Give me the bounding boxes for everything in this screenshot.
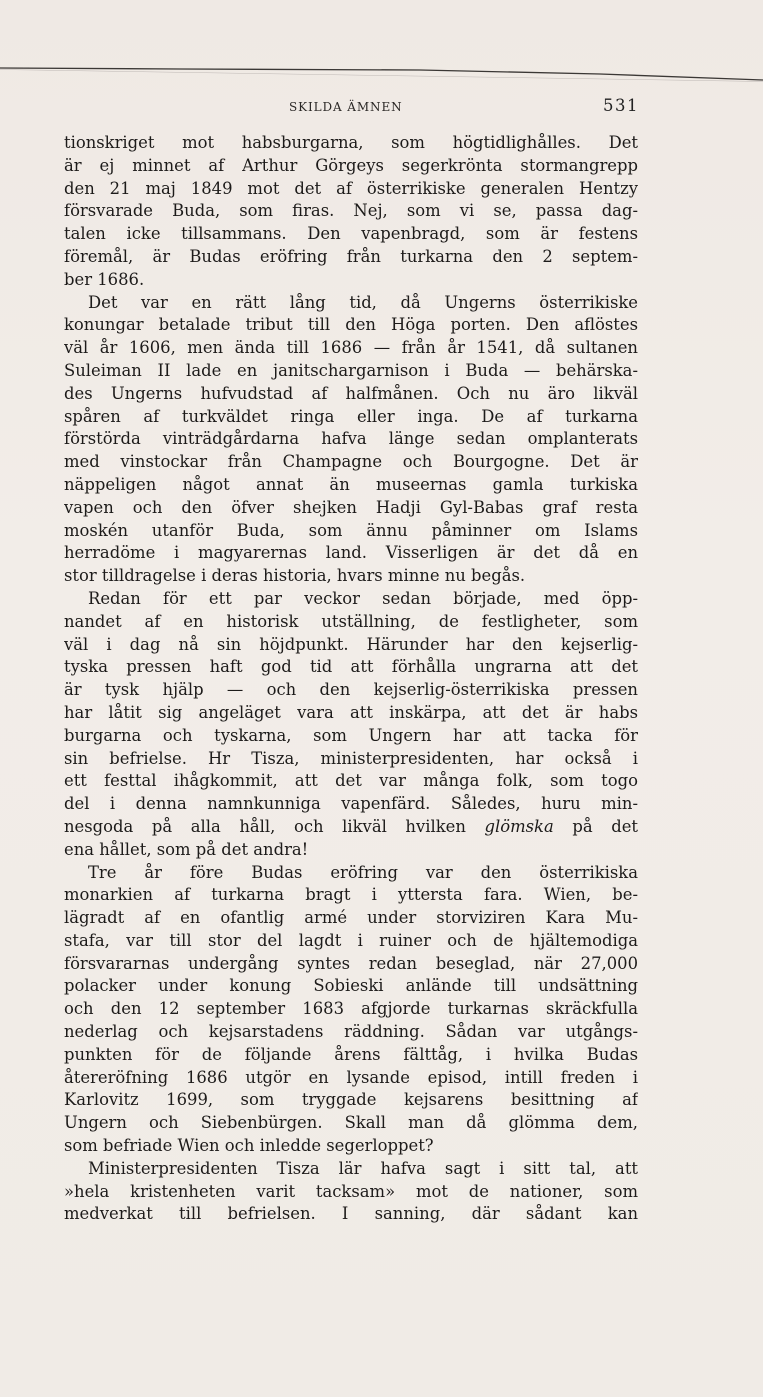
text-line: medverkat till befrielsen. I sanning, där sådant kan — [64, 1204, 638, 1224]
page-number: 531 — [603, 96, 639, 115]
text-line: återeröfning 1686 utgör en lysande episod, intill freden i — [64, 1067, 638, 1087]
text-line: nederlag och kejsarstadens räddning. Sådan var utgångs- — [64, 1022, 638, 1042]
text-line: talen icke tillsammans. Den vapenbragd, som är festens — [64, 224, 638, 244]
text-line: tionskriget mot habsburgarna, som högtidlighålles. Det — [64, 133, 638, 152]
text-line: Ungern och Siebenbürgen. Skall man då glömma dem, — [64, 1113, 638, 1133]
text-line — [64, 816, 638, 839]
text-line: ett festtal ihågkommit, att det var många folk, som togo — [64, 771, 638, 791]
text-line: polacker under konung Sobieski anlände till undsättning — [64, 976, 638, 996]
text-line: spåren af turkväldet ringa eller inga. De af turkarna — [64, 406, 638, 426]
text-line: del i denna namnkunniga vapenfärd. Således, huru min- — [64, 794, 638, 814]
text-line: Det var en rätt lång tid, då Ungerns österrikiske — [88, 292, 638, 312]
text-segment: nesgoda på alla håll, och likväl hvilken — [64, 816, 485, 836]
text-line: ber 1686. — [64, 269, 145, 289]
text-line: »hela kristenheten varit tacksam» mot de nationer, som — [64, 1181, 638, 1201]
text-line: nandet af en historisk utställning, de festligheter, som — [64, 611, 638, 631]
top-rule — [0, 66, 763, 84]
text-line: burgarna och tyskarna, som Ungern har att tacka för — [64, 725, 638, 745]
text-segment: på det — [553, 816, 638, 836]
text-line: Redan för ett par veckor sedan började, med öpp- — [88, 588, 638, 608]
text-line: och den 12 september 1683 afgjorde turkarnas skräckfulla — [64, 999, 638, 1019]
running-head: SKILDA ÄMNEN — [289, 100, 403, 114]
body-text — [64, 132, 638, 1226]
text-line: försvararnas undergång syntes redan beseglad, när 27,000 — [64, 953, 638, 973]
text-line: moskén utanför Buda, som ännu påminner om Islams — [64, 520, 638, 540]
text-line: med vinstockar från Champagne och Bourgogne. Det är — [64, 452, 638, 472]
text-line: föremål, är Budas eröfring från turkarna den 2 septem- — [64, 246, 638, 266]
text-line: sin befrielse. Hr Tisza, ministerpresidenten, har också i — [64, 748, 638, 768]
text-line: monarkien af turkarna bragt i yttersta fara. Wien, be- — [64, 885, 638, 905]
text-line: är tysk hjälp — och den kejserlig-österrikiska pressen — [64, 680, 638, 700]
text-line: väl i dag nå sin höjdpunkt. Härunder har den kejserlig- — [64, 634, 638, 654]
text-line: Tre år före Budas eröfring var den österrikiska — [88, 862, 638, 882]
text-line: stafa, var till stor del lagdt i ruiner och de hjältemodiga — [64, 930, 638, 950]
text-line: har låtit sig angeläget vara att inskärpa, att det är habs — [64, 702, 638, 722]
text-line: vapen och den öfver shejken Hadji Gyl-Babas graf resta — [64, 497, 638, 517]
text-line: Karlovitz 1699, som tryggade kejsarens besittning af — [64, 1090, 638, 1110]
text-line: näppeligen något annat än museernas gamla turkiska — [64, 474, 638, 494]
italic-word: glömska — [484, 816, 554, 836]
text-line: lägradt af en ofantlig armé under storviziren Kara Mu- — [64, 908, 638, 928]
text-line: herradöme i magyarernas land. Visserligen är det då en — [64, 543, 638, 563]
text-line: förstörda vinträdgårdarna hafva länge sedan omplanterats — [64, 429, 638, 449]
text-line: Ministerpresidenten Tisza lär hafva sagt i sitt tal, att — [88, 1158, 638, 1178]
text-line: som befriade Wien och inledde segerloppet? — [64, 1136, 434, 1156]
text-line: väl år 1606, men ända till 1686 — från år 1541, då sultanen — [64, 338, 638, 358]
text-line: konungar betalade tribut till den Höga porten. Den aflöstes — [64, 315, 638, 335]
text-line: stor tilldragelse i deras historia, hvars minne nu begås. — [64, 566, 526, 586]
text-line: den 21 maj 1849 mot det af österrikiske generalen Hentzy — [64, 178, 638, 198]
text-line: des Ungerns hufvudstad af halfmånen. Och nu äro likväl — [64, 383, 638, 403]
text-line: Suleiman II lade en janitschargarnison i Buda — behärska- — [64, 360, 638, 380]
page-header — [0, 96, 763, 118]
text-line: punkten för de följande årens fälttåg, i hvilka Budas — [64, 1044, 638, 1064]
text-line: är ej minnet af Arthur Görgeys segerkrönta stormangrepp — [64, 155, 638, 175]
text-line: ena hållet, som på det andra! — [64, 839, 309, 859]
text-line: försvarade Buda, som firas. Nej, som vi se, passa dag- — [64, 201, 638, 221]
text-line: tyska pressen haft god tid att förhålla ungrarna att det — [64, 657, 638, 677]
